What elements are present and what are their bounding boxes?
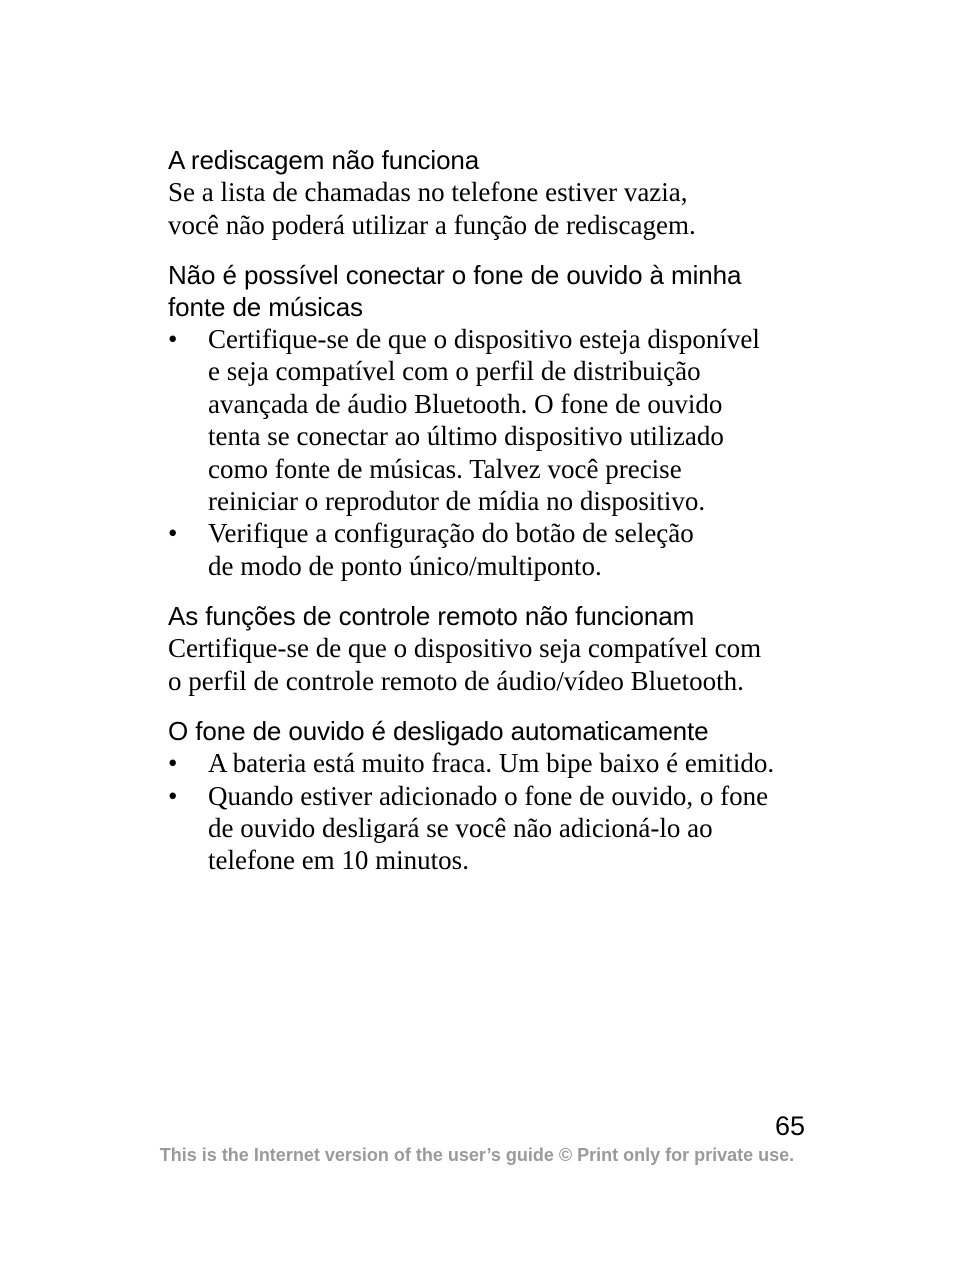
item-line: Certifique-se de que o dispositivo esteja disponível bbox=[208, 324, 760, 354]
paragraph-line: o perfil de controle remoto de áudio/vídeo Bluetooth. bbox=[168, 665, 744, 696]
bullet-icon: • bbox=[168, 780, 178, 811]
item-line: reiniciar o reprodutor de mídia no dispositivo. bbox=[208, 486, 706, 517]
item-line: A bateria está muito fraca. Um bipe baixo é emitido. bbox=[208, 748, 775, 779]
list-item bbox=[168, 747, 828, 779]
list-item bbox=[168, 780, 828, 877]
section-music-source bbox=[168, 259, 828, 582]
page-number: 65 bbox=[775, 1111, 806, 1141]
bullet-list bbox=[168, 323, 828, 582]
item-line: tenta se conectar ao último dispositivo utilizado bbox=[208, 421, 724, 452]
heading-line: Não é possível conectar o fone de ouvido à minha bbox=[168, 260, 742, 290]
bullet-icon: • bbox=[168, 518, 178, 549]
item-line: avançada de áudio Bluetooth. O fone de ouvido bbox=[208, 388, 723, 419]
list-item bbox=[168, 323, 828, 517]
section-heading: A rediscagem não funciona bbox=[168, 145, 480, 175]
paragraph-line: Certifique-se de que o dispositivo seja compatível com bbox=[168, 633, 762, 664]
item-line: de modo de ponto único/multiponto. bbox=[208, 550, 602, 581]
bullet-icon: • bbox=[168, 748, 178, 779]
section-paragraph bbox=[168, 632, 828, 697]
document-body bbox=[168, 144, 828, 895]
item-line: e seja compatível com o perfil de distribuição bbox=[208, 356, 701, 387]
list-item bbox=[168, 517, 828, 582]
section-heading bbox=[168, 259, 828, 323]
section-paragraph bbox=[168, 176, 828, 241]
paragraph-line: você não poderá utilizar a função de rediscagem. bbox=[168, 209, 696, 240]
footer-note: This is the Internet version of the user’s guide © Print only for private use. bbox=[159, 1145, 795, 1165]
item-line: Verifique a configuração do botão de seleção bbox=[208, 518, 694, 549]
item-line: como fonte de músicas. Talvez você precise bbox=[208, 453, 682, 484]
section-auto-off bbox=[168, 715, 828, 877]
item-line: Quando estiver adicionado o fone de ouvido, o fone bbox=[208, 780, 769, 811]
section-redial bbox=[168, 144, 828, 241]
item-line: de ouvido desligará se você não adicioná-lo ao bbox=[208, 813, 713, 844]
section-heading: O fone de ouvido é desligado automaticamente bbox=[168, 716, 709, 747]
paragraph-line: Se a lista de chamadas no telefone estiver vazia, bbox=[168, 177, 688, 207]
bullet-list bbox=[168, 747, 828, 877]
section-heading: As funções de controle remoto não funcionam bbox=[168, 601, 695, 632]
bullet-icon: • bbox=[168, 324, 178, 354]
heading-line: fonte de músicas bbox=[168, 292, 363, 322]
item-line: telefone em 10 minutos. bbox=[208, 845, 469, 876]
section-remote-control bbox=[168, 600, 828, 697]
